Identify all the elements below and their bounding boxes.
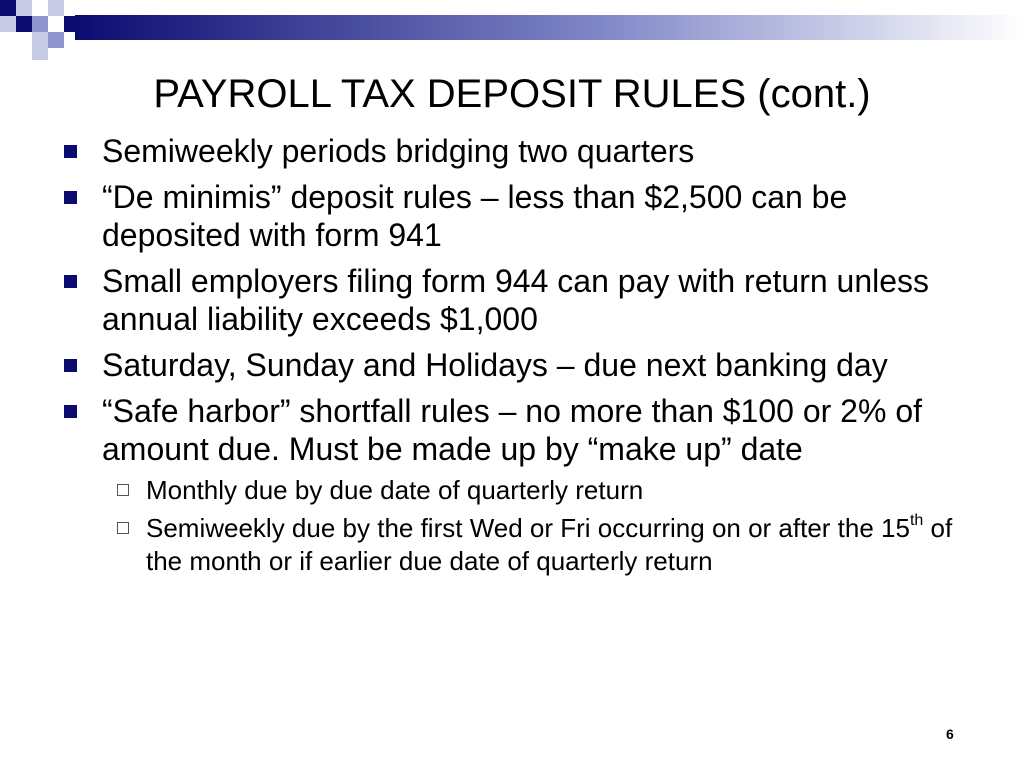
slide-title: PAYROLL TAX DEPOSIT RULES (cont.) [153,72,871,116]
decor-square [32,16,48,32]
decor-square [0,0,16,16]
slide-number: 6 [946,726,954,742]
header-decoration [0,0,1024,60]
sub-bullet-list [102,474,962,578]
header-gradient-bar [75,15,1024,40]
decor-square [0,16,16,32]
decor-square [48,32,64,48]
decor-square [48,16,64,32]
decor-square [48,0,64,16]
square-bullet-icon [64,275,77,288]
bullet-item [62,262,962,338]
bullet-text: Saturday, Sunday and Holidays – due next banking day [102,347,888,383]
bullet-item [62,346,962,384]
bullet-text: Small employers filing form 944 can pay with return unless annual liability exceeds $1,000 [102,263,930,337]
ordinal-suffix: th [909,512,924,530]
decor-square [32,0,48,16]
square-bullet-icon [64,359,77,372]
bullet-text: Semiweekly periods bridging two quarters [102,133,695,169]
sub-bullet-item [102,512,962,578]
decor-square [16,16,32,32]
bullet-text: “De minimis” deposit rules – less than $2,500 can be deposited with form 941 [102,179,848,253]
sub-bullet-text: Monthly due by due date of quarterly return [146,475,644,505]
decor-square [32,48,48,60]
sub-bullet-text-part: Semiweekly due by the first Wed or Fri occurring on or after the 15 [146,513,910,543]
square-bullet-icon [64,405,77,418]
bullet-text: “Safe harbor” shortfall rules – no more than $100 or 2% of amount due. Must be made up by “make up” date [102,393,922,467]
bullet-item [62,392,962,578]
bullet-list [62,132,962,586]
square-bullet-icon [64,191,77,204]
bullet-item [62,178,962,254]
decor-square [16,32,32,48]
hollow-square-bullet-icon [117,484,129,496]
sub-bullet-text-part: of the month or if earlier due date of quarterly return [146,513,953,576]
decor-square [64,16,80,32]
decor-square [32,32,48,48]
hollow-square-bullet-icon [117,522,129,534]
bullet-item [62,132,962,170]
decor-square [16,0,32,16]
sub-bullet-text [146,513,952,576]
sub-bullet-item [102,474,962,507]
square-bullet-icon [64,145,77,158]
